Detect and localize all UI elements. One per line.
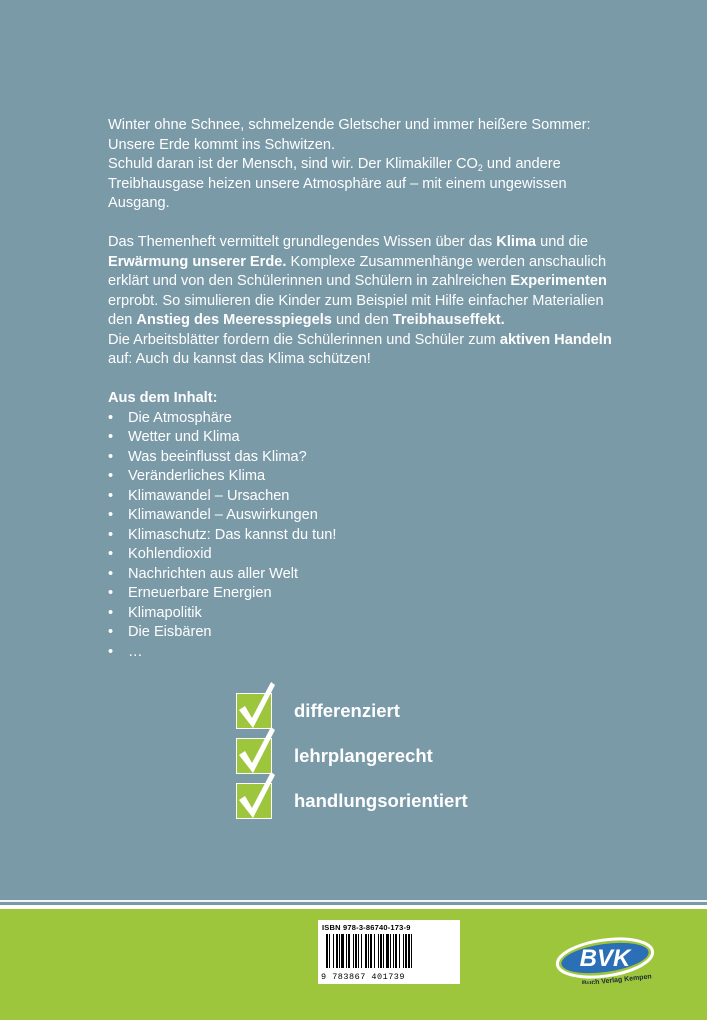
intro-paragraph: Winter ohne Schnee, schmelzende Gletscher und immer heißere Sommer: Unsere Erde kommt ins Schwitzen. Schuld daran ist der Mensch, sind wir. Der Klimakiller $CO_2$ und andere Treibhausgase heizen unsere Atmosphäre auf – mit einem ungewissen Ausgang. xyxy=(108,117,591,211)
barcode-bar xyxy=(341,934,344,968)
barcode-bar xyxy=(336,934,338,968)
contents-title: Aus dem Inhalt: xyxy=(108,390,218,406)
list-item: • Die Eisbären xyxy=(108,623,628,643)
barcode-bar xyxy=(346,934,347,968)
bullet-icon: • xyxy=(108,429,114,445)
barcode-bar xyxy=(361,934,362,968)
bullet-icon: • xyxy=(108,604,114,621)
bullet-icon: • xyxy=(108,507,114,523)
list-item: • Klimawandel – Auswirkungen xyxy=(108,506,628,526)
list-item: • Was beeinflusst das Klima? xyxy=(108,448,628,468)
checkmark-icon-shape xyxy=(233,770,281,824)
feature-label: differenziert xyxy=(294,699,400,721)
logo-name: BVK xyxy=(579,945,631,972)
bullet-icon: • xyxy=(108,624,114,640)
isbn-text: ISBN 978-3-86740-173-9 xyxy=(322,923,411,932)
list-item: • Erneuerbare Energien xyxy=(108,584,628,604)
contents-list xyxy=(108,409,628,663)
barcode-bar xyxy=(358,934,359,968)
divider xyxy=(0,900,707,902)
barcode-bar xyxy=(395,934,397,968)
feature-checklist xyxy=(236,688,468,823)
barcode-bar xyxy=(353,934,354,968)
barcode-bar xyxy=(378,934,379,968)
barcode-bar xyxy=(393,934,394,968)
barcode-bar xyxy=(408,934,410,968)
list-item: • Veränderliches Klima xyxy=(108,467,628,487)
barcode-bar xyxy=(403,934,404,968)
list-item: • Wetter und Klima xyxy=(108,428,628,448)
barcode-bar xyxy=(399,934,400,968)
barcode-digits: 9 783867 401739 xyxy=(321,972,406,982)
list-item: • Klimapolitik xyxy=(108,604,628,624)
barcode-bar xyxy=(329,934,330,968)
bullet-icon: • xyxy=(108,468,114,484)
logo-subtitle: Buch Verlag Kempen xyxy=(581,973,653,984)
barcode-bar xyxy=(339,934,340,968)
description-text xyxy=(108,116,628,662)
bullet-icon: • xyxy=(108,526,114,543)
bullet-icon: • xyxy=(108,448,114,465)
bullet-icon: • xyxy=(108,409,114,426)
bullet-icon: • xyxy=(108,487,114,504)
body-paragraph: Das Themenheft vermittelt grundlegendes Wissen über das Klima und die Erwärmung unserer Erde. Komplexe Zusammenhänge werden anschaulich erklärt und von den Schülerinnen und Schülern in zahlreichen Experimenten erprobt. So simulieren die Kinder zum Beispiel mit Hilfe einfacher Materialien den Anstieg des Meeresspiegels und den Treibhauseffekt. Die Arbeitsblätter fordern die Schülerinnen und Schüler zum aktiven Handeln auf: Auch du kannst das Klima schützen! xyxy=(108,234,612,367)
barcode-bar xyxy=(355,934,357,968)
barcode-bar xyxy=(326,934,328,968)
barcode-bar xyxy=(380,934,382,968)
barcode-bar xyxy=(365,934,367,968)
barcode xyxy=(318,920,460,984)
barcode-bar xyxy=(368,934,369,968)
barcode-bar xyxy=(405,934,407,968)
list-item: • … xyxy=(108,643,628,663)
publisher-logo xyxy=(555,936,659,989)
list-item: • Kohlendioxid xyxy=(108,545,628,565)
barcode-bar xyxy=(383,934,384,968)
divider xyxy=(0,905,707,909)
barcode-bar xyxy=(333,934,334,968)
checkmark-icon xyxy=(236,693,272,729)
checkmark-icon xyxy=(236,738,272,774)
checkmark-icon xyxy=(236,783,272,819)
feature-label: handlungsorientiert xyxy=(294,789,468,811)
barcode-bar xyxy=(374,934,375,968)
bvk-logo-icon xyxy=(555,936,659,984)
list-item: • Klimawandel – Ursachen xyxy=(108,487,628,507)
barcode-bar xyxy=(390,934,391,968)
barcode-bar xyxy=(386,934,389,968)
list-item: • Nachrichten aus aller Welt xyxy=(108,565,628,585)
feature-row xyxy=(236,778,468,823)
bullet-icon: • xyxy=(108,643,114,660)
list-item: • Klimaschutz: Das kannst du tun! xyxy=(108,526,628,546)
feature-label: lehrplangerecht xyxy=(294,744,433,766)
bullet-icon: • xyxy=(108,546,114,562)
barcode-bar xyxy=(411,934,412,968)
bullet-icon: • xyxy=(108,585,114,601)
bullet-icon: • xyxy=(108,565,114,582)
barcode-bar xyxy=(348,934,350,968)
list-item: • Die Atmosphäre xyxy=(108,409,628,429)
barcode-bars xyxy=(326,934,452,968)
barcode-bar xyxy=(370,934,372,968)
